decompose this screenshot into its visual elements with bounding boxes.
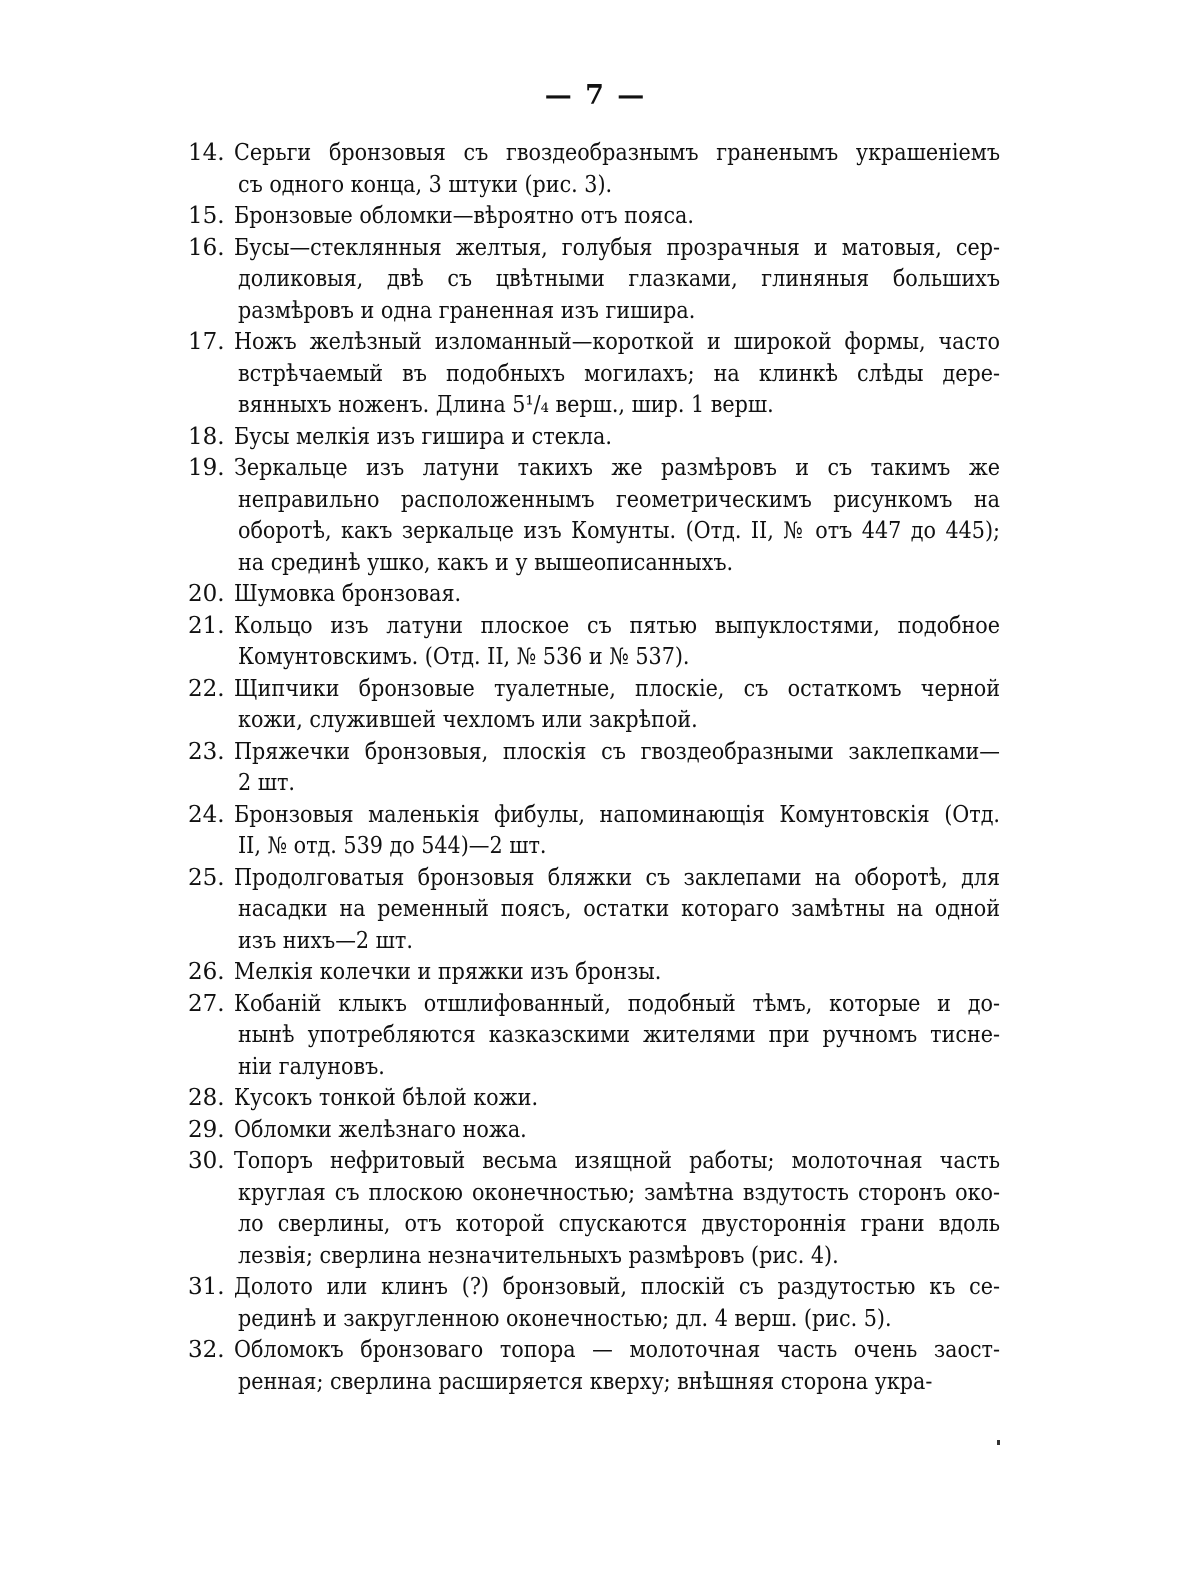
item-text (234, 1083, 1000, 1115)
text-line: Кольцо изъ латуни плоское съ пятью выпуклостями, подобное (234, 612, 1000, 639)
text-line: II, № отд. 539 до 544)—2 шт. (238, 833, 547, 859)
item-number: 31. (188, 1274, 225, 1300)
item-number: 16. (188, 234, 225, 261)
item-number: 20. (188, 581, 225, 607)
list-item (188, 1115, 1000, 1147)
list-item (188, 327, 1000, 422)
text-line: рединѣ и закругленною оконечностью; дл. 4 верш. (рис. 5). (238, 1305, 892, 1332)
text-line: ренная; сверлина расширяется кверху; внѣшняя сторона укра- (238, 1368, 933, 1395)
text-line: Кобаній клыкъ отшлифованный, подобный тѣмъ, которые и до- (234, 990, 1000, 1017)
list-item (188, 863, 1000, 958)
text-line: Долото или клинъ (?) бронзовый, плоскій съ раздутостью къ се- (234, 1274, 1000, 1300)
item-number: 26. (188, 959, 225, 985)
text-line: ніи галуновъ. (238, 1053, 385, 1080)
item-text (234, 1146, 1000, 1272)
list-item (188, 800, 1000, 863)
text-line: встрѣчаемый въ подобныхъ могилахъ; на клинкѣ слѣды дере- (238, 360, 1000, 387)
scan-speck (997, 1440, 1000, 1445)
text-line: Кусокъ тонкой бѣлой кожи. (234, 1085, 539, 1111)
text-line: съ одного конца, 3 штуки (рис. 3). (238, 171, 613, 198)
list-item (188, 1272, 1000, 1335)
text-line: Серьги бронзовыя съ гвоздеобразнымъ граненымъ украшеніемъ (234, 140, 1000, 166)
list-item (188, 579, 1000, 611)
item-text (234, 863, 1000, 958)
item-text (234, 989, 1000, 1084)
text-line: вянныхъ ноженъ. Длина 5¹/₄ верш., шир. 1 верш. (238, 392, 774, 418)
item-number: 22. (188, 675, 225, 702)
list-item (188, 138, 1000, 201)
text-line: Продолговатыя бронзовыя бляжки съ заклепами на оборотѣ, для (234, 864, 1000, 891)
text-line: кожи, служившей чехломъ или закрѣпой. (238, 707, 698, 733)
text-line: круглая съ плоскою оконечностью; замѣтна вздутость сторонъ око- (238, 1179, 1000, 1206)
item-number: 14. (188, 140, 225, 166)
item-text (234, 453, 1000, 579)
item-number: 27. (188, 990, 225, 1017)
list-item (188, 201, 1000, 233)
text-line: Шумовка бронзовая. (234, 581, 462, 607)
item-number: 32. (188, 1337, 225, 1363)
item-text (234, 737, 1000, 800)
list-item (188, 233, 1000, 328)
text-line: Бронзовые обломки—вѣроятно отъ пояса. (234, 203, 694, 229)
text-line: нынѣ употребляются казказскими жителями при ручномъ тисне- (238, 1022, 1000, 1048)
text-line: Бусы мелкія изъ гишира и стекла. (234, 423, 612, 450)
text-line: Комунтовскимъ. (Отд. II, № 536 и № 537). (238, 644, 690, 670)
item-text (234, 957, 1000, 989)
item-text (234, 1335, 1000, 1398)
list-item (188, 957, 1000, 989)
text-line: оборотѣ, какъ зеркальце изъ Комунты. (Отд. II, № отъ 447 до 445); (238, 518, 1000, 544)
item-text (234, 327, 1000, 422)
item-text (234, 201, 1000, 233)
item-number: 18. (188, 423, 225, 450)
list-item (188, 422, 1000, 454)
item-text (234, 800, 1000, 863)
text-line: Пряжечки бронзовыя, плоскія съ гвоздеобразными заклепками— (234, 738, 1000, 765)
item-number: 24. (188, 801, 225, 828)
list-item (188, 1335, 1000, 1398)
list-item (188, 611, 1000, 674)
list-item (188, 453, 1000, 579)
item-number: 21. (188, 612, 225, 639)
text-line: Ножъ желѣзный изломанный—короткой и широкой формы, часто (234, 329, 1000, 355)
item-number: 23. (188, 738, 225, 765)
text-line: лезвія; сверлина незначительныхъ размѣровъ (рис. 4). (238, 1242, 839, 1269)
item-text (234, 233, 1000, 328)
item-text (234, 674, 1000, 737)
list-item (188, 989, 1000, 1084)
page-number: — 7 — (544, 80, 647, 111)
item-text (234, 1272, 1000, 1335)
text-line: насадки на ременный поясъ, остатки котораго замѣтны на одной (238, 896, 1000, 922)
text-line: неправильно расположеннымъ геометрическимъ рисункомъ на (238, 486, 1000, 513)
text-line: Топоръ нефритовый весьма изящной работы; молоточная часть (234, 1148, 1000, 1174)
text-line: ло сверлины, отъ которой спускаются двустороннія грани вдоль (238, 1211, 1000, 1237)
text-line: Бусы—стеклянныя желтыя, голубыя прозрачныя и матовыя, сер- (234, 234, 1000, 261)
entry-list (188, 138, 1000, 1398)
item-number: 19. (188, 455, 225, 481)
item-number: 28. (188, 1085, 225, 1111)
item-text (234, 611, 1000, 674)
item-number: 30. (188, 1148, 225, 1174)
text-line: Мелкія колечки и пряжки изъ бронзы. (234, 959, 662, 985)
list-item (188, 737, 1000, 800)
text-line: Зеркальце изъ латуни такихъ же размѣровъ и съ такимъ же (234, 455, 1000, 481)
item-text (234, 579, 1000, 611)
item-number: 17. (188, 329, 225, 355)
text-line: доликовыя, двѣ съ цвѣтными глазками, глиняныя большихъ (238, 266, 1000, 292)
text-line: изъ нихъ—2 шт. (238, 927, 413, 954)
list-item (188, 1146, 1000, 1272)
text-line: Обломки желѣзнаго ножа. (234, 1116, 527, 1143)
text-line: Бронзовыя маленькія фибулы, напоминающія Комунтовскія (Отд. (234, 801, 1000, 828)
text-line: размѣровъ и одна граненная изъ гишира. (238, 297, 696, 324)
text-line: Щипчики бронзовые туалетные, плоскіе, съ остаткомъ черной (234, 675, 1000, 702)
item-number: 29. (188, 1116, 225, 1143)
text-line: 2 шт. (238, 770, 295, 796)
list-item (188, 1083, 1000, 1115)
text-line: Обломокъ бронзоваго топора — молоточная часть очень заост- (234, 1337, 1000, 1363)
item-number: 15. (188, 203, 225, 229)
text-line: на срединѣ ушко, какъ и у вышеописанныхъ. (238, 549, 734, 576)
item-text (234, 1115, 1000, 1147)
item-text (234, 422, 1000, 454)
item-number: 25. (188, 864, 225, 891)
list-item (188, 674, 1000, 737)
item-text (234, 138, 1000, 201)
